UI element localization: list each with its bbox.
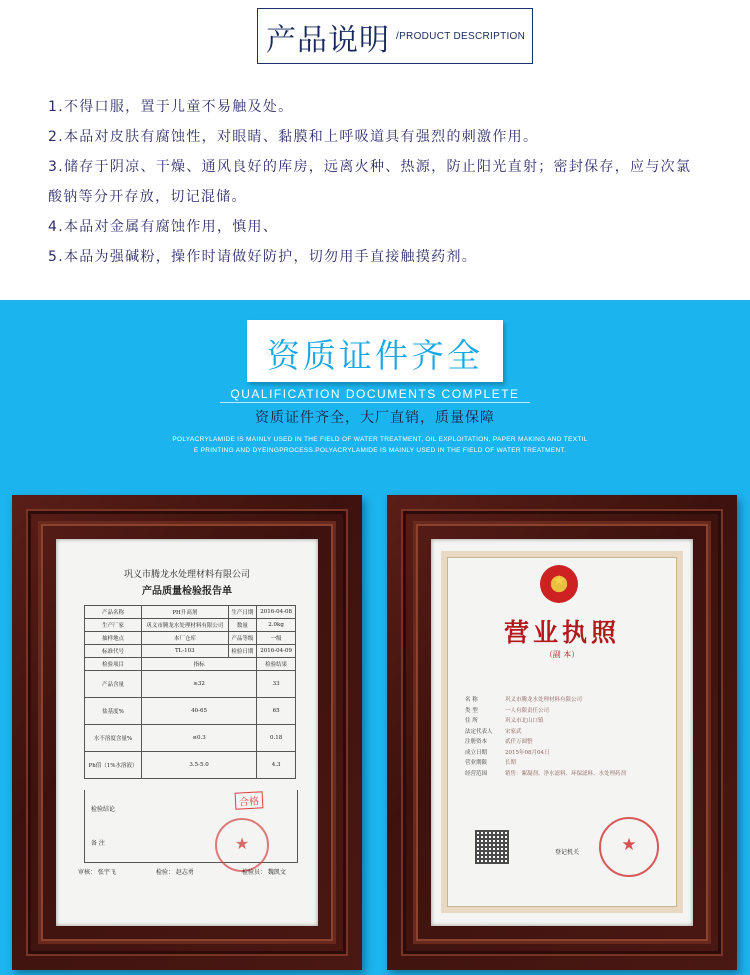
pass-stamp: 合格 bbox=[235, 791, 264, 809]
report-conclusion-area bbox=[84, 790, 298, 863]
license-field bbox=[465, 737, 665, 748]
table-cell: 检验日期 bbox=[228, 645, 257, 658]
table-cell: 盐基度% bbox=[85, 698, 142, 725]
inspection-seal-icon bbox=[215, 818, 269, 872]
table-row bbox=[85, 632, 296, 645]
certificates-title-box bbox=[247, 320, 503, 382]
table-cell: 本厂仓库 bbox=[142, 632, 229, 645]
field-label: 住 所 bbox=[465, 718, 478, 724]
table-cell: 数量 bbox=[228, 619, 257, 632]
business-license-document bbox=[437, 547, 687, 917]
table-header-row bbox=[85, 658, 296, 671]
field-label: 名 称 bbox=[465, 697, 478, 703]
certificates-section bbox=[0, 300, 750, 975]
instruction-item: 3.储存于阴凉、干燥、通风良好的库房，远离火种、热源，防止阳光直射；密封保存，应与次氯 bbox=[48, 159, 692, 175]
table-header: 指标 bbox=[142, 658, 257, 671]
table-cell: 产品等级 bbox=[228, 632, 257, 645]
license-frame bbox=[387, 495, 737, 970]
license-field bbox=[465, 716, 665, 727]
table-row bbox=[85, 645, 296, 658]
instruction-item: 4.本品对金属有腐蚀作用，慎用、 bbox=[48, 219, 279, 235]
table-cell: 33 bbox=[257, 671, 296, 698]
table-cell: 一级 bbox=[257, 632, 296, 645]
table-cell: 产品含量 bbox=[85, 671, 142, 698]
certificates-description-line: POLYACRYLAMIDE IS MAINLY USED IN THE FIELD OF WATER TREATMENT, OIL EXPLOITATION, PAPER MAKING AND TEXTIL bbox=[172, 436, 588, 443]
field-label: 成立日期 bbox=[465, 749, 488, 756]
instructions-list bbox=[48, 92, 728, 272]
field-value: 一人有限责任公司 bbox=[505, 707, 550, 714]
license-title: 营业执照 bbox=[503, 618, 620, 647]
star-icon: ★ bbox=[621, 835, 637, 855]
report-table bbox=[84, 605, 296, 779]
product-description-title-box bbox=[257, 8, 533, 64]
issuer-label: 登记机关 bbox=[555, 849, 580, 856]
table-cell: 2016-04-09 bbox=[257, 645, 296, 658]
table-row bbox=[85, 725, 296, 752]
table-cell: 3.5-5.0 bbox=[142, 752, 257, 779]
certificates-title: 资质证件齐全 bbox=[267, 336, 483, 375]
field-value: 2015年08月04日 bbox=[505, 749, 550, 756]
divider bbox=[220, 402, 530, 403]
table-cell: 标准代号 bbox=[85, 645, 142, 658]
report-company: 巩义市腾龙水处理材料有限公司 bbox=[123, 570, 250, 580]
field-value: 销售：絮凝剂、净水滤料、环保滤料、水处理药剂 bbox=[505, 770, 627, 777]
table-cell: 2.0kg bbox=[257, 619, 296, 632]
license-field bbox=[465, 769, 665, 780]
reviewer-sign: 审核： 张宇飞 bbox=[78, 869, 116, 876]
certificates-description-line: E PRINTING AND DYEINGPROCESS.POLYACRYLAMIDE IS MAINLY USED IN THE FIELD OF WATER TREATMENT. bbox=[193, 447, 567, 454]
field-value: 长期 bbox=[505, 760, 517, 766]
field-label: 注册资本 bbox=[465, 739, 488, 745]
table-cell: ≥32 bbox=[142, 671, 257, 698]
star-icon: ★ bbox=[234, 834, 250, 853]
table-cell: TL-103 bbox=[142, 645, 229, 658]
table-row bbox=[85, 698, 296, 725]
table-row bbox=[85, 606, 296, 619]
table-cell: 0.18 bbox=[257, 725, 296, 752]
instruction-item: 2.本品对皮肤有腐蚀性，对眼睛、黏膜和上呼吸道具有强烈的刺激作用。 bbox=[48, 129, 539, 145]
license-fields bbox=[465, 695, 665, 779]
license-field bbox=[465, 758, 665, 769]
field-label: 法定代表人 bbox=[465, 728, 493, 735]
conclusion-label: 检验结论 bbox=[91, 806, 116, 813]
table-row bbox=[85, 619, 296, 632]
remark-label: 备 注 bbox=[91, 840, 105, 847]
product-description-section bbox=[0, 0, 750, 300]
table-cell: ≤0.3 bbox=[142, 725, 257, 752]
quality-report-document bbox=[62, 547, 312, 917]
table-row bbox=[85, 671, 296, 698]
report-frame bbox=[12, 495, 362, 970]
table-cell: 生产日期 bbox=[228, 606, 257, 619]
certificates-subtitle: 资质证件齐全，大厂直销，质量保障 bbox=[255, 410, 495, 426]
license-field bbox=[465, 727, 665, 738]
license-field bbox=[465, 695, 665, 706]
license-field bbox=[465, 706, 665, 717]
national-emblem-icon bbox=[540, 565, 578, 603]
table-cell: 2016-04-08 bbox=[257, 606, 296, 619]
license-field bbox=[465, 748, 665, 759]
table-cell: 40-65 bbox=[142, 698, 257, 725]
official-seal-icon bbox=[599, 817, 659, 877]
instruction-item: 5.本品为强碱粉，操作时请做好防护，切勿用手直接触摸药剂。 bbox=[48, 249, 478, 265]
star-icon: ★ bbox=[552, 573, 566, 589]
field-label: 类 型 bbox=[465, 707, 478, 714]
table-cell: 65 bbox=[257, 698, 296, 725]
field-value: 贰仟万圆整 bbox=[505, 739, 533, 745]
table-header: 检验项目 bbox=[85, 658, 142, 671]
field-value: 巩义市北山口镇 bbox=[505, 718, 544, 724]
field-label: 营业期限 bbox=[465, 760, 488, 766]
license-subtitle: （副 本） bbox=[544, 650, 580, 659]
table-cell: 水不溶度含量% bbox=[85, 725, 142, 752]
field-label: 经营范围 bbox=[465, 770, 488, 777]
instruction-item: 酸钠等分开存放，切记混储。 bbox=[48, 189, 247, 205]
table-cell: 产品名称 bbox=[85, 606, 142, 619]
table-cell: 抽样地点 bbox=[85, 632, 142, 645]
table-header: 检验结果 bbox=[257, 658, 296, 671]
issuer-sign: 检验员： 魏凯文 bbox=[242, 869, 286, 876]
table-cell: Ph值（1%水溶液） bbox=[85, 752, 142, 779]
product-description-subtitle: /PRODUCT DESCRIPTION bbox=[396, 31, 526, 42]
table-cell: 巩义市腾龙水处理材料有限公司 bbox=[142, 619, 229, 632]
table-cell: 生产厂家 bbox=[85, 619, 142, 632]
table-row bbox=[85, 752, 296, 779]
qr-code-icon bbox=[475, 830, 509, 864]
product-description-title: 产品说明 bbox=[266, 23, 390, 58]
certificates-title-en: QUALIFICATION DOCUMENTS COMPLETE bbox=[230, 387, 520, 401]
instruction-item: 1.不得口服，置于儿童不易触及处。 bbox=[48, 99, 294, 115]
report-title: 产品质量检验报告单 bbox=[142, 586, 232, 597]
table-cell: 4.3 bbox=[257, 752, 296, 779]
field-value: 宋家武 bbox=[505, 728, 522, 735]
inspector-sign: 检验： 赵志勇 bbox=[156, 869, 194, 876]
table-cell: PH升高剂 bbox=[142, 606, 229, 619]
field-value: 巩义市腾龙水处理材料有限公司 bbox=[505, 697, 583, 703]
